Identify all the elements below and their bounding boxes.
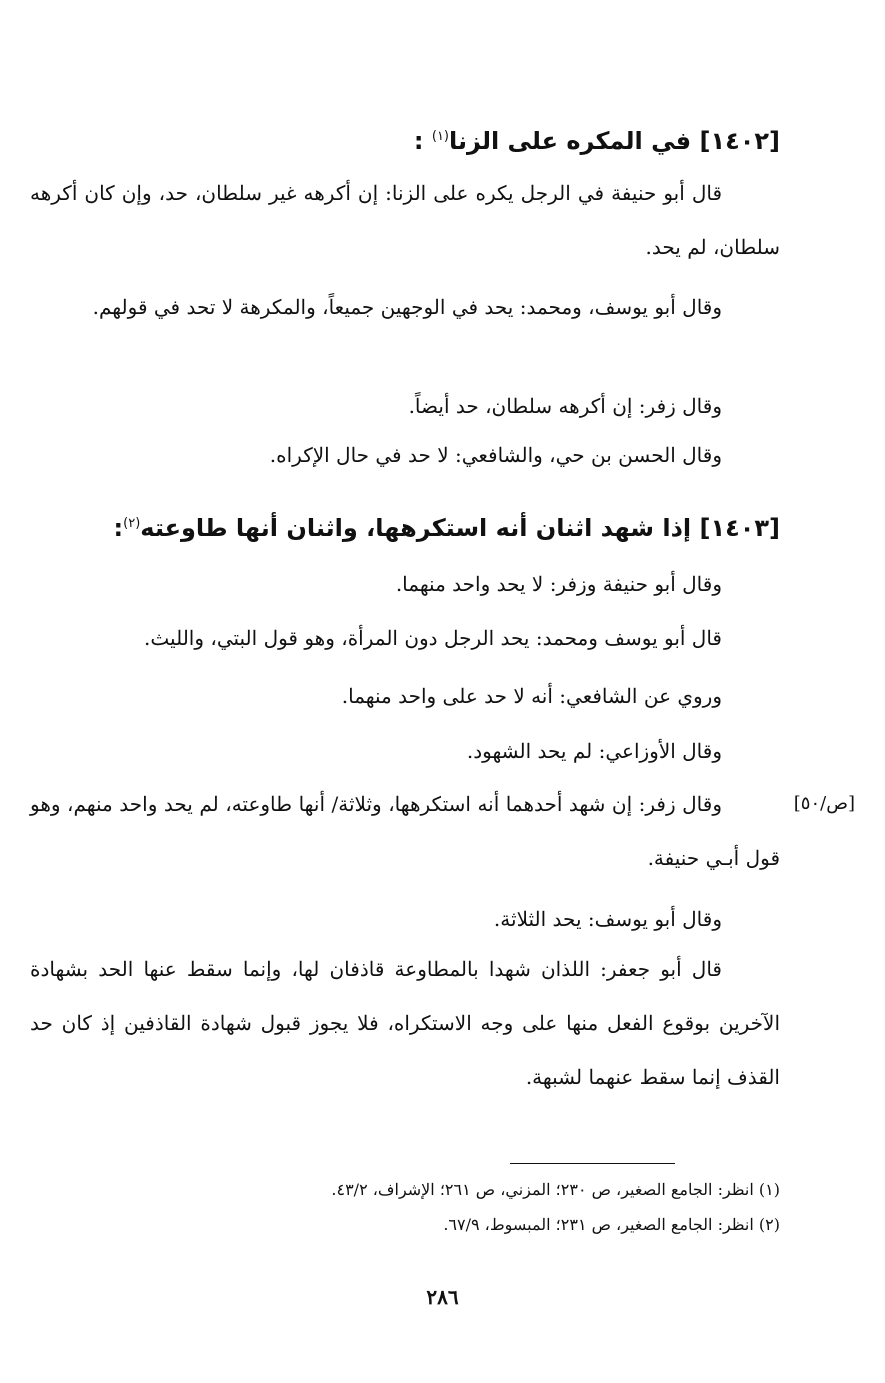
paragraph: وقال أبو يوسف، ومحمد: يحد في الوجهين جميعاً، والمكرهة لا تحد في قولهم. xyxy=(92,295,722,319)
heading-text: [١٤٠٢] في المكره على الزنا xyxy=(449,127,780,155)
paragraph: قال أبو حنيفة في الرجل يكره على الزنا: إن أكرهه غير سلطان، حد، وإن كان أكرهه سلطان، لم يحد. xyxy=(30,181,780,259)
paragraph: وقال الحسن بن حي، والشافعي: لا حد في حال الإكراه. xyxy=(269,443,722,467)
margin-page-reference: [ص/٥٠] xyxy=(793,793,855,814)
footnote-1 xyxy=(30,1180,780,1199)
footnote-2 xyxy=(30,1215,780,1234)
footnote-text: انظر: الجامع الصغير، ص ٢٣١؛ المبسوط، ٦٧/٩. xyxy=(443,1215,754,1234)
paragraph: وقال أبو يوسف: يحد الثلاثة. xyxy=(493,907,722,931)
paragraph: وقال زفر: إن شهد أحدهما أنه استكرهها، وثلاثة/ أنها طاوعته، لم يحد واحد منهم، وهو قول أبـي حنيفة. xyxy=(30,792,780,870)
paragraph: وقال زفر: إن أكرهه سلطان، حد أيضاً. xyxy=(408,394,722,418)
paragraph: وروي عن الشافعي: أنه لا حد على واحد منهما. xyxy=(341,684,722,708)
footnote-ref-2[interactable]: (٢) xyxy=(123,516,141,531)
paragraph: قال أبو جعفر: اللذان شهدا بالمطاوعة قاذفان لها، وإنما سقط عنها الحد بشهادة الآخرين بوقوع الفعل منها على وجه الاستكراه، فلا يجوز قبول شهادة القاذفين إذ كان حد القذف إنما سقط عنهما لشبهة. xyxy=(30,957,780,1089)
heading-colon: : xyxy=(413,127,424,155)
footnote-marker: (٢) xyxy=(758,1215,780,1234)
section-heading-1403 xyxy=(30,514,780,542)
footnote-divider xyxy=(510,1163,675,1164)
heading-text: [١٤٠٣] إذا شهد اثنان أنه استكرهها، واثنان أنها طاوعته xyxy=(140,514,780,542)
paragraph: وقال أبو حنيفة وزفر: لا يحد واحد منهما. xyxy=(395,572,722,596)
paragraph: قال أبو يوسف ومحمد: يحد الرجل دون المرأة، وهو قول البتي، والليث. xyxy=(144,626,722,650)
heading-colon: : xyxy=(113,514,124,542)
paragraph: وقال الأوزاعي: لم يحد الشهود. xyxy=(466,739,722,763)
page-number: ٢٨٦ xyxy=(426,1285,459,1309)
footnote-ref-1[interactable]: (١) xyxy=(431,129,449,144)
footnote-marker: (١) xyxy=(758,1180,780,1199)
footnote-text: انظر: الجامع الصغير، ص ٢٣٠؛ المزني، ص ٢٦١؛ الإشراف، ٤٣/٢. xyxy=(331,1180,754,1199)
section-heading-1402 xyxy=(30,127,780,155)
page-body xyxy=(30,0,780,1383)
